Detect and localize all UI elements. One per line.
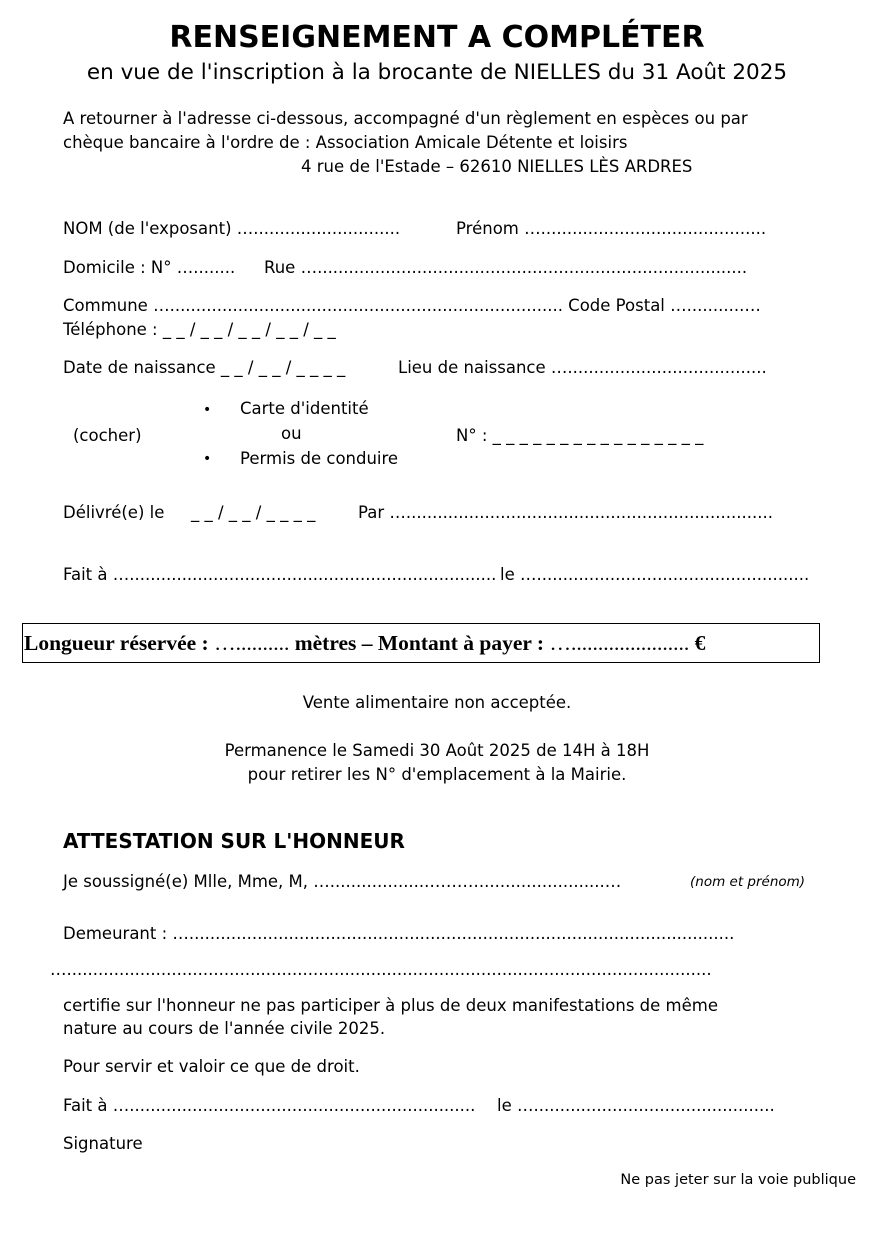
- permanence-line-1: Permanence le Samedi 30 Août 2025 de 14H à 18H: [224, 741, 650, 760]
- id-number-field[interactable]: N° : _ _ _ _ _ _ _ _ _ _ _ _ _ _ _ _: [456, 426, 704, 445]
- cocher-label: (cocher): [73, 426, 142, 445]
- birth-place-field[interactable]: Lieu de naissance …......................................: [398, 358, 767, 377]
- amount-field[interactable]: …......................: [549, 631, 690, 655]
- rue-field[interactable]: Rue …..................................................................................: [264, 258, 748, 277]
- nom-field[interactable]: NOM (de l'exposant) …............................: [63, 219, 401, 238]
- length-field[interactable]: …..........: [214, 631, 290, 655]
- form-title: RENSEIGNEMENT A COMPLÉTER: [169, 20, 705, 55]
- servir-text: Pour servir et valoir ce que de droit.: [63, 1057, 360, 1076]
- attestation-fait-a-field[interactable]: Fait à …..................................................................: [63, 1096, 476, 1115]
- domicile-number-field[interactable]: Domicile : N° …........: [63, 258, 236, 277]
- footer-note: Ne pas jeter sur la voie publique: [620, 1172, 856, 1188]
- bullet-icon: •: [203, 451, 212, 467]
- form-subtitle: en vue de l'inscription à la brocante de NIELLES du 31 Août 2025: [86, 60, 788, 85]
- food-sale-note: Vente alimentaire non acceptée.: [302, 693, 572, 712]
- euro-symbol: €: [694, 631, 706, 655]
- intro-address: 4 rue de l'Estade – 62610 NIELLES LÈS ARDRES: [301, 157, 693, 176]
- telephone-field[interactable]: Téléphone : _ _ / _ _ / _ _ / _ _ / _ _: [63, 320, 336, 339]
- option-driving-license[interactable]: Permis de conduire: [240, 449, 399, 468]
- date-le-field[interactable]: le …....................................................: [500, 565, 810, 584]
- birth-date-field[interactable]: Date de naissance _ _ / _ _ / _ _ _ _: [63, 358, 346, 377]
- name-hint: (nom et prénom): [690, 874, 806, 890]
- signature-label: Signature: [63, 1134, 143, 1153]
- intro-line-2: chèque bancaire à l'ordre de : Association Amicale Détente et loisirs: [63, 133, 628, 152]
- demeurant-field-line-2[interactable]: …...........................................................................................................................: [50, 960, 712, 979]
- intro-line-1: A retourner à l'adresse ci-dessous, accompagné d'un règlement en espèces ou par: [63, 109, 748, 128]
- attestation-date-field[interactable]: le …..............................................: [497, 1096, 775, 1115]
- delivered-label: Délivré(e) le: [63, 503, 165, 522]
- certify-line-2: nature au cours de l'année civile 2025.: [63, 1019, 386, 1038]
- prenom-field[interactable]: Prénom …...........................................: [456, 219, 767, 238]
- demeurant-field[interactable]: Demeurant : …........................................................................................................: [63, 924, 735, 943]
- attestation-heading: ATTESTATION SUR L'HONNEUR: [63, 829, 405, 853]
- payment-box: [22, 623, 820, 663]
- bullet-icon: •: [203, 402, 212, 418]
- soussigne-field[interactable]: Je soussigné(e) Mlle, Mme, M, …...................………........................…: [63, 872, 622, 891]
- delivered-date-field[interactable]: _ _ / _ _ / _ _ _ _: [191, 503, 316, 522]
- delivered-by-field[interactable]: Par …......................................................................: [358, 503, 773, 522]
- commune-postal-field[interactable]: Commune …........................................................................... Code Postal …...........…: [63, 296, 761, 315]
- option-identity-card[interactable]: Carte d'identité: [240, 399, 369, 418]
- option-separator: ou: [281, 424, 302, 443]
- certify-line-1: certifie sur l'honneur ne pas participer à plus de deux manifestations de même: [63, 996, 718, 1015]
- fait-a-field[interactable]: Fait à …......................................................................: [63, 565, 497, 584]
- length-label: Longueur réservée :: [24, 631, 209, 655]
- amount-label: mètres – Montant à payer :: [294, 631, 545, 655]
- permanence-line-2: pour retirer les N° d'emplacement à la Mairie.: [247, 765, 627, 784]
